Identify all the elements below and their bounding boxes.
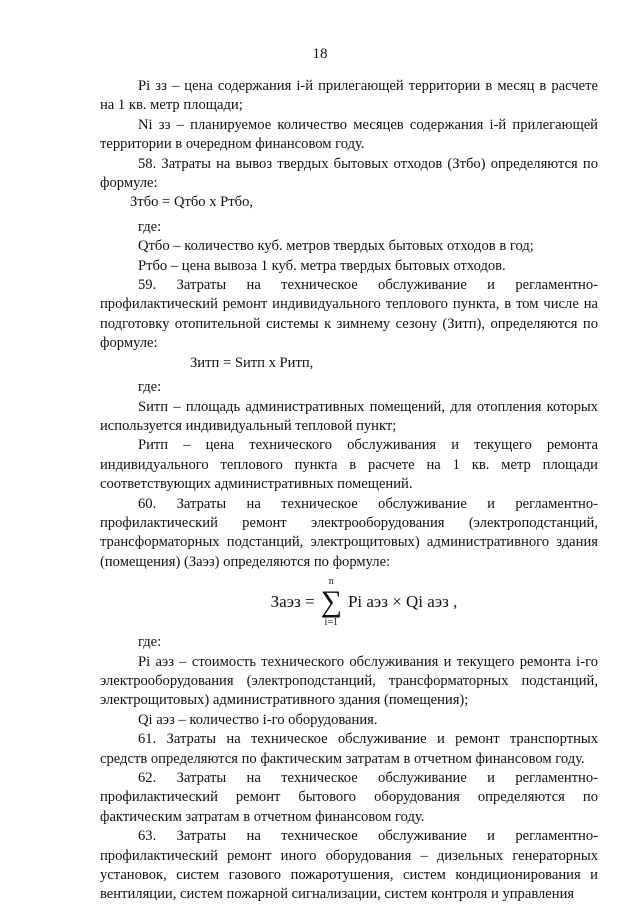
formula-rhs: Pi аэз × Qi аэз , <box>347 592 458 612</box>
paragraph-n-i-zz: Ni зз – планируемое количество месяцев содержания i-й прилегающей территории в очередном финансовом году. <box>100 116 598 153</box>
where-label: где: <box>138 379 162 396</box>
paragraph-62: 62. Затраты на техническое обслуживание и регламентно-профилактический ремонт бытового оборудования определяются по фактическим затратам в отчетном финансовом году. <box>100 770 598 825</box>
page-number: 18 <box>312 46 328 62</box>
definition-q-tbo: Qтбо – количество куб. метров твердых бытовых отходов в год; <box>138 238 534 255</box>
sum-upper-limit: n <box>328 576 334 588</box>
definition-q-i-aez: Qi аэз – количество i-го оборудования. <box>138 711 378 728</box>
formula-lhs: Заэз = <box>270 592 315 612</box>
paragraph-63: 63. Затраты на техническое обслуживание и регламентно-профилактический ремонт иного оборудования – дизельных генераторных установок, систем газового пожаротушения, систем кондиционирования и вентиляции, систем пожарной сигнализации, систем контроля и управления <box>100 828 598 903</box>
sum-operator <box>321 576 342 628</box>
paragraph-61: 61. Затраты на техническое обслуживание и ремонт транспортных средств определяются по фактическим затратам в отчетном финансовом году. <box>100 731 598 767</box>
where-label: где: <box>138 218 162 235</box>
definition-p-i-aez: Pi аэз – стоимость технического обслуживания и текущего ремонта i-го электрооборудования (электроподстанций, трансформаторных подстанций, электрощитовых) административного здания (помещения); <box>100 653 598 709</box>
definition-p-tbo: Pтбо – цена вывоза 1 куб. метра твердых бытовых отходов. <box>138 257 506 274</box>
formula-tbo: Зтбо = Qтбо x Pтбо, <box>130 194 254 211</box>
paragraph-58: 58. Затраты на вывоз твердых бытовых отходов (Зтбо) определяются по формуле: <box>100 155 598 192</box>
definition-s-itp: Sитп – площадь административных помещений, для отопления которых используется индивидуальный тепловой пункт; <box>100 398 598 434</box>
sum-lower-limit: i=1 <box>324 617 338 629</box>
document-body <box>100 77 598 905</box>
paragraph-59: 59. Затраты на техническое обслуживание и регламентно-профилактический ремонт индивидуального теплового пункта, в том числе на подготовку отопительной системы к зимнему сезону (Зитп), определяются по формуле: <box>100 277 598 352</box>
paragraph-60: 60. Затраты на техническое обслуживание и регламентно-профилактический ремонт электрооборудования (электроподстанций, трансформаторных подстанций, электрощитовых) административного здания (помещения) (Заэз) определяются по формуле: <box>100 495 598 570</box>
where-label: где: <box>138 634 162 651</box>
sigma-symbol: ∑ <box>320 585 342 619</box>
formula-itp: Зитп = Sитп x Pитп, <box>190 354 314 371</box>
formula-aez <box>100 576 598 628</box>
definition-p-itp: Pитп – цена технического обслуживания и текущего ремонта индивидуального теплового пункта в расчете на 1 кв. метр площади соответствующих административных помещений. <box>100 437 598 493</box>
paragraph-p-i-zz: Pi зз – цена содержания i-й прилегающей территории в месяц в расчете на 1 кв. метр площади; <box>100 78 598 114</box>
